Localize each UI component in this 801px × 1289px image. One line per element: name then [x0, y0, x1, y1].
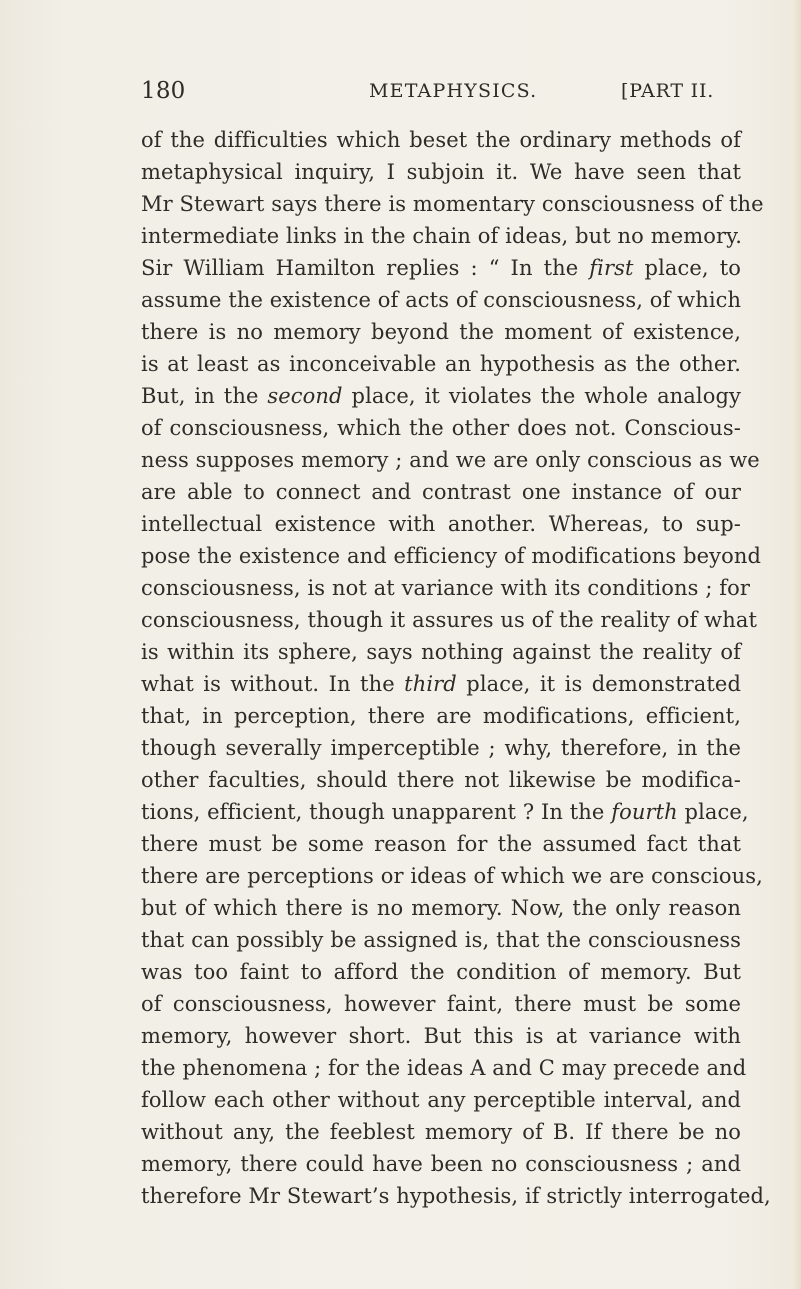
text-line — [141, 572, 751, 604]
text-line — [141, 1052, 747, 1084]
text-segment: pose the existence and efficiency of modifications beyond — [141, 544, 762, 568]
text-line — [141, 732, 741, 764]
page-number: 180 — [141, 78, 186, 104]
text-segment: memory, there could have been no consciousness ; and — [141, 1152, 741, 1176]
italic-word: first — [589, 256, 634, 280]
text-line — [141, 764, 741, 796]
text-line — [141, 220, 741, 252]
text-line — [141, 1084, 741, 1116]
text-line — [141, 1148, 741, 1180]
text-segment: was too faint to afford the condition of memory. But — [141, 960, 741, 984]
text-segment: place, — [677, 800, 749, 824]
text-segment: of consciousness, however faint, there must be some — [141, 992, 741, 1016]
text-segment: consciousness, is not at variance with its conditions ; for — [141, 576, 751, 600]
text-line — [141, 604, 757, 636]
text-segment: other faculties, should there not likewise be modifica- — [141, 768, 741, 792]
text-line — [141, 828, 741, 860]
text-segment: place, it violates the whole analogy — [342, 384, 741, 408]
text-line — [141, 1020, 741, 1052]
text-line — [141, 988, 741, 1020]
text-segment: though severally imperceptible ; why, therefore, in the — [141, 736, 741, 760]
text-line — [141, 348, 741, 380]
text-line — [141, 412, 741, 444]
text-segment: there must be some reason for the assumed fact that — [141, 832, 741, 856]
text-line — [141, 316, 741, 348]
text-line — [141, 188, 764, 220]
text-line — [141, 700, 741, 732]
text-line — [141, 1180, 771, 1212]
text-line — [141, 284, 741, 316]
text-line — [141, 508, 741, 540]
text-segment: tions, efficient, though unapparent ? In the — [141, 800, 612, 824]
text-line — [141, 124, 741, 156]
text-segment: place, to — [633, 256, 741, 280]
text-segment: assume the existence of acts of consciousness, of which — [141, 288, 742, 312]
text-segment: but of which there is no memory. Now, the only reason — [141, 896, 741, 920]
text-segment: that can possibly be assigned is, that the consciousness — [141, 928, 741, 952]
italic-word: third — [404, 672, 457, 696]
text-line — [141, 796, 749, 828]
text-segment: is within its sphere, says nothing against the reality of — [141, 640, 741, 664]
text-line — [141, 892, 741, 924]
text-segment: ness supposes memory ; and we are only conscious as we — [141, 448, 760, 472]
text-segment: what is without. In the — [141, 672, 405, 696]
text-segment: there are perceptions or ideas of which we are conscious, — [141, 864, 763, 888]
text-line — [141, 668, 741, 700]
text-segment: therefore Mr Stewart’s hypothesis, if strictly interrogated, — [141, 1184, 771, 1208]
running-title: METAPHYSICS. — [369, 80, 538, 102]
italic-word: second — [267, 384, 343, 408]
text-segment: consciousness, though it assures us of the reality of what — [141, 608, 757, 632]
text-segment: of consciousness, which the other does not. Conscious- — [141, 416, 741, 440]
text-segment: intellectual existence with another. Whereas, to sup- — [141, 512, 741, 536]
text-segment: that, in perception, there are modifications, efficient, — [141, 704, 741, 728]
text-segment: Mr Stewart says there is momentary consciousness of the — [141, 192, 764, 216]
text-segment: is at least as inconceivable an hypothesis as the other. — [141, 352, 741, 376]
page-header — [141, 76, 741, 106]
text-segment: metaphysical inquiry, I subjoin it. We have seen that — [141, 160, 741, 184]
body-text — [141, 124, 771, 1212]
text-line — [141, 156, 741, 188]
text-segment: follow each other without any perceptible interval, and — [141, 1088, 741, 1112]
text-line — [141, 540, 762, 572]
section-marker: [PART II. — [621, 80, 715, 102]
text-segment: the phenomena ; for the ideas A and C may precede and — [141, 1056, 747, 1080]
text-segment: Sir William Hamilton replies : “ In the — [141, 256, 590, 280]
text-line — [141, 956, 741, 988]
text-line — [141, 444, 760, 476]
text-line — [141, 476, 741, 508]
text-segment: But, in the — [141, 384, 268, 408]
page-edge-shadow — [793, 0, 801, 1289]
text-line — [141, 924, 741, 956]
text-line — [141, 636, 741, 668]
text-line — [141, 860, 763, 892]
text-line — [141, 252, 741, 284]
text-segment: memory, however short. But this is at variance with — [141, 1024, 741, 1048]
text-line — [141, 1116, 741, 1148]
text-segment: are able to connect and contrast one instance of our — [141, 480, 741, 504]
italic-word: fourth — [611, 800, 678, 824]
text-segment: intermediate links in the chain of ideas, but no memory. — [141, 224, 743, 248]
text-segment: place, it is demonstrated — [456, 672, 741, 696]
text-segment: there is no memory beyond the moment of existence, — [141, 320, 741, 344]
text-segment: without any, the feeblest memory of B. If there be no — [141, 1120, 741, 1144]
text-segment: of the difficulties which beset the ordinary methods of — [141, 128, 741, 152]
text-line — [141, 380, 741, 412]
